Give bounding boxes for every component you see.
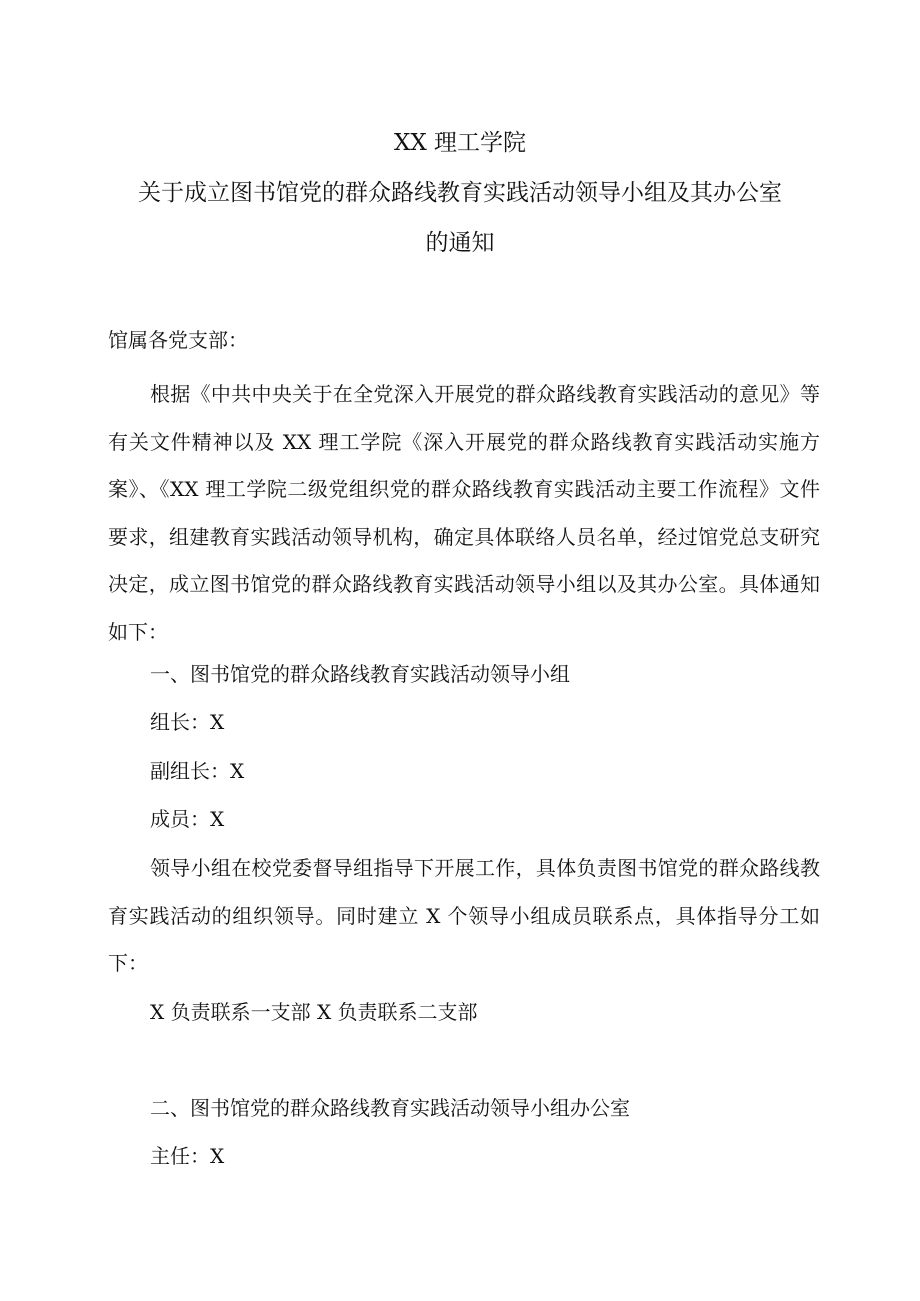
deputy-leader: 副组长：X (150, 759, 245, 783)
notice-title-line2: 的通知 (425, 230, 495, 256)
intro-paragraph: 根据《中共中央关于在全党深入开展党的群众路线教育实践活动的意见》等有关文件精神以及 XX 理工学院《深入开展党的群众路线教育实践活动实施方案》、《XX 理工学院二级党组织党的群众路线教育实践活动主要工作流程》文件要求，组建教育实践活动领导机构，确定具体联络人员名单，经过馆党总支研究决定，成立图书馆党的群众路线教育实践活动领导小组以及其办公室。具体通知如下： (108, 382, 820, 644)
section2-heading: 二、图书馆党的群众路线教育实践活动领导小组办公室 (150, 1096, 630, 1120)
salutation: 馆属各党支部： (108, 328, 248, 352)
group-members: 成员：X (150, 807, 225, 831)
section1-heading: 一、图书馆党的群众路线教育实践活动领导小组 (150, 662, 570, 686)
group-leader: 组长：X (150, 710, 225, 734)
duty-paragraph: 领导小组在校党委督导组指导下开展工作，具体负责图书馆党的群众路线教育实践活动的组织领导。同时建立 X 个领导小组成员联系点，具体指导分工如下： (108, 856, 820, 975)
institution-title: XX 理工学院 (393, 130, 527, 156)
office-director: 主任：X (150, 1144, 225, 1168)
liaison-assignments: X 负责联系一支部 X 负责联系二支部 (150, 1000, 478, 1024)
notice-title-line1: 关于成立图书馆党的群众路线教育实践活动领导小组及其办公室 (138, 180, 782, 206)
